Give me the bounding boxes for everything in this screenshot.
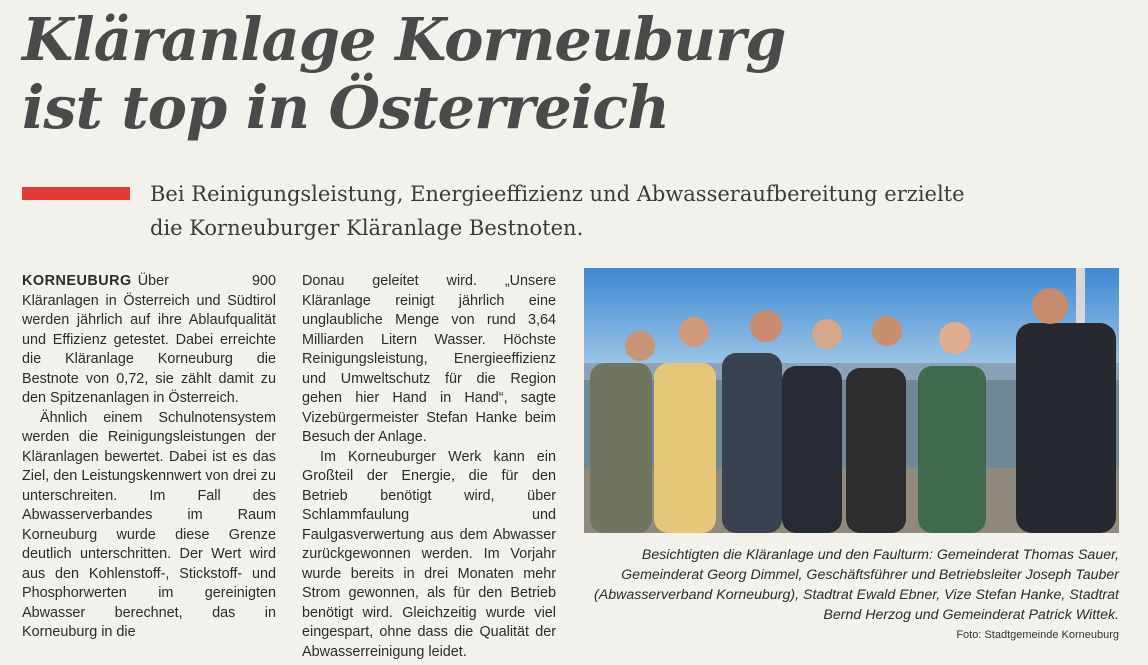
adjacent-article-bleed: [770, 8, 1148, 198]
photo-credit: Foto: Stadtgemeinde Korneuburg: [956, 629, 1119, 641]
accent-bar: [22, 187, 130, 200]
body-column-1: [22, 272, 276, 643]
body-text: Über 900 Kläranlagen in Österreich und Südtirol werden jährlich auf ihre Ablaufqualität und Effizienz getestet. Dabei erreichte die Kläranlage Korneuburg die Bestnote von 0,72, sie zählt damit zu den Spitzenanlagen in Österreich.: [22, 273, 276, 406]
group-photo: [584, 268, 1119, 533]
body-paragraph: [22, 272, 276, 409]
dateline: KORNEUBURG: [22, 273, 132, 289]
body-paragraph: Ähnlich einem Schulnotensystem werden die Reinigungsleistungen der Kläranlagen bewertet. Dabei ist es das Ziel, den Leistungskennwert von drei zu unterschreiten. Im Fall des Abwasserverbandes im Raum Korneuburg wurde diese Grenze deutlich unterschritten. Der Wert wird aus den Kohlenstoff-, Stickstoff- und Phosphorwerten im gereinigten Abwasser berechnet, das in Korneuburg in die: [22, 409, 276, 640]
photo-caption: Besichtigten die Kläranlage und den Faulturm: Gemeinderat Thomas Sauer, Gemeinderat Georg Dimmel, Geschäftsführer und Betriebsleiter Joseph Tauber (Abwasserverband Korneuburg), Stadtrat Ewald Ebner, Vize Stefan Hanke, Stadtrat Bernd Herzog und Gemeinderat Patrick Wittek.: [594, 547, 1119, 623]
headline: [22, 6, 785, 142]
body-paragraph: Donau geleitet wird. „Unsere Kläranlage reinigt jährlich eine unglaubliche Menge von rund 3,64 Milliarden Litern Wasser. Höchste Reinigungsleistung, Energieeffizienz und Umweltschutz für die Region gehen hier Hand in Hand“, sagte Vizebürgermeister Stefan Hanke beim Besuch der Anlage.: [302, 273, 556, 445]
headline-line-1: Kläranlage Korneuburg: [22, 5, 786, 74]
body-column-2: [302, 272, 556, 662]
headline-line-2: ist top in Österreich: [22, 73, 670, 142]
lead-paragraph: Bei Reinigungsleistung, Energieeffizienz und Abwasseraufbereitung erzielte die Korneuburger Kläranlage Bestnoten.: [150, 182, 965, 240]
body-paragraph: Im Korneuburger Werk kann ein Großteil der Energie, die für den Betrieb benötigt wird, über Schlammfaulung und Faulgasverwertung aus dem Abwasser zurückgewonnen werden. Im Vorjahr wurde bereits in drei Monaten mehr Strom gewonnen, als für den Betrieb benötigt wird. Gleichzeitig wurde viel eingespart, ohne dass die Qualität der Abwasserreinigung leidet.: [302, 448, 556, 660]
